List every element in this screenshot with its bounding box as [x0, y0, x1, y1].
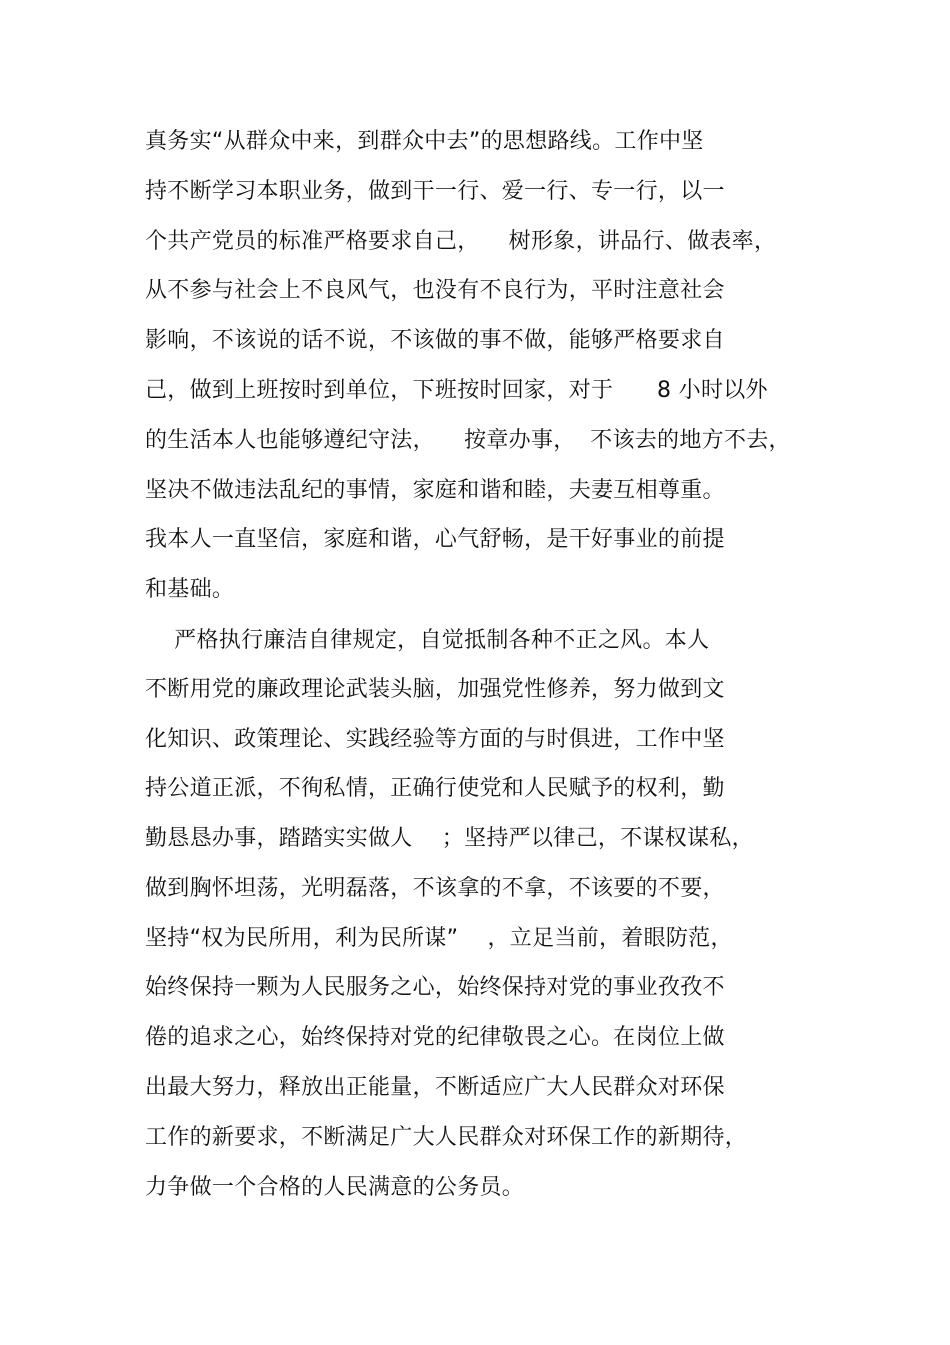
text-line: 勤恳恳办事，踏踏实实做人 ；坚持严以律己，不谋权谋私，	[145, 826, 754, 851]
text-line: 做到胸怀坦荡，光明磊落，不该拿的不拿，不该要的不要，	[145, 876, 725, 901]
text-line: 影响，不该说的话不说，不该做的事不做，能够严格要求自	[145, 328, 725, 353]
text-line: 持不断学习本职业务，做到干一行、爱一行、专一行，以一	[145, 179, 725, 204]
text-line: 坚持“权为民所用，利为民所谋” ，立足当前，着眼防范，	[145, 926, 733, 951]
text-line: 从不参与社会上不良风气，也没有不良行为，平时注意社会	[145, 278, 725, 303]
text-line: 持公道正派，不徇私情，正确行使党和人民赋予的权利，勤	[145, 776, 725, 801]
text-line: 倦的追求之心，始终保持对党的纪律敬畏之心。在岗位上做	[145, 1025, 725, 1050]
text-line: 严格执行廉洁自律规定，自觉抵制各种不正之风。本人	[145, 628, 710, 653]
text-line: 坚决不做违法乱纪的事情，家庭和谐和睦，夫妻互相尊重。	[145, 478, 725, 503]
text-line: 的生活本人也能够遵纪守法， 按章办事， 不该去的地方不去，	[145, 428, 791, 453]
text-line: 真务实“从群众中来，到群众中去”的思想路线。工作中坚	[145, 129, 704, 154]
text-line: 我本人一直坚信，家庭和谐，心气舒畅，是干好事业的前提	[145, 527, 725, 552]
text-line: 和基础。	[145, 577, 235, 602]
text-line: 力争做一个合格的人民满意的公务员。	[145, 1175, 525, 1200]
text-line: 始终保持一颗为人民服务之心，始终保持对党的事业孜孜不	[145, 975, 725, 1000]
text-line: 己，做到上班按时到单位，下班按时回家，对于 8 小时以外	[145, 378, 768, 403]
text-line: 出最大努力，释放出正能量，不断适应广大人民群众对环保	[145, 1075, 725, 1100]
text-line: 不断用党的廉政理论武装头脑，加强党性修养，努力做到文	[145, 677, 725, 702]
text-line: 化知识、政策理论、实践经验等方面的与时俱进，工作中坚	[145, 727, 725, 752]
text-line: 工作的新要求，不断满足广大人民群众对环保工作的新期待，	[145, 1125, 748, 1150]
text-line: 个共产党员的标准严格要求自己， 树形象，讲品行、做表率，	[145, 229, 777, 254]
